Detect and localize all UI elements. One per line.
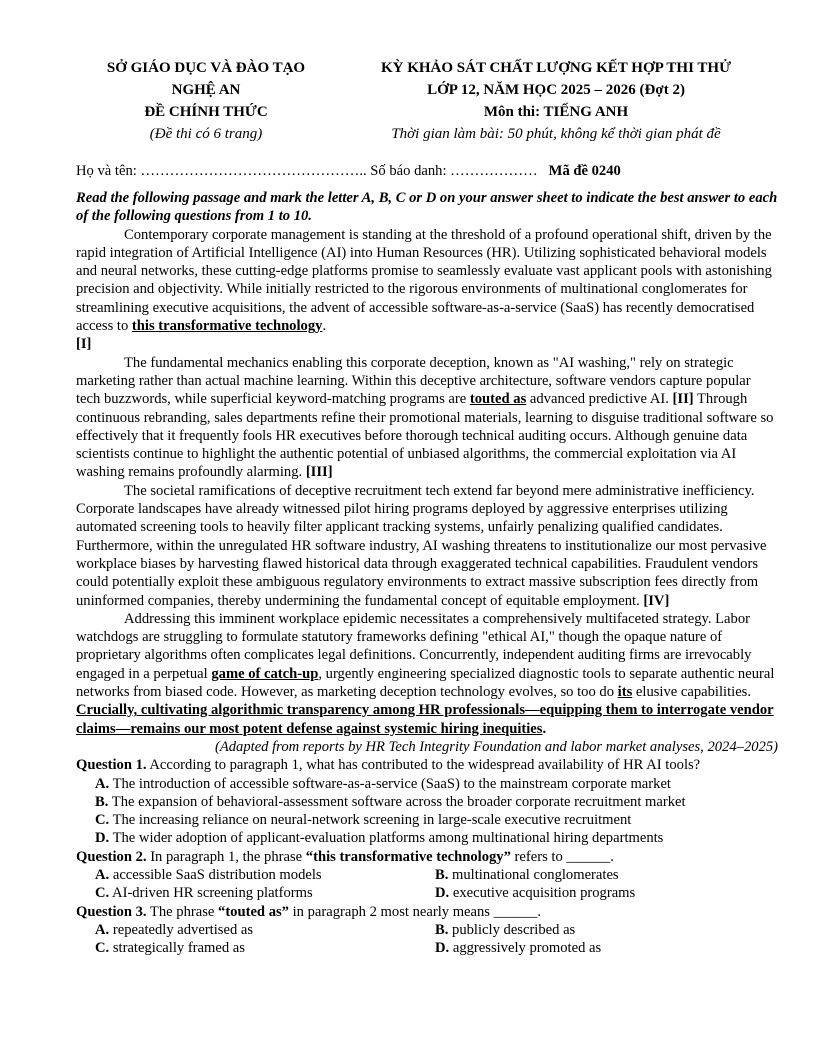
- subject: Môn thi: TIẾNG ANH: [483, 104, 629, 120]
- p4-text-b: , urgently engineering specialized diagnostic tools to separate authentic neural networks from biased code. However, as marketing deception technology evolves, so too do: [76, 665, 775, 701]
- option-letter: D.: [435, 885, 450, 902]
- passage-paragraph-2: [76, 354, 778, 482]
- options-row: [95, 866, 778, 884]
- page-count: (Đề thi có 6 trang): [149, 126, 263, 142]
- passage-source: (Adapted from reports by HR Tech Integrity Foundation and labor market analyses, 2024–2025): [214, 738, 778, 755]
- question-1: [76, 756, 778, 774]
- option-1b[interactable]: [95, 793, 778, 811]
- option-letter: D.: [95, 830, 110, 847]
- quoted-phrase: “this transformative technology”: [305, 848, 511, 865]
- option-letter: C.: [95, 885, 110, 902]
- instructions: Read the following passage and mark the letter A, B, C or D on your answer sheet to indicate the best answer to each of the following questions from 1 to 10.: [76, 190, 778, 225]
- header-left: [86, 57, 326, 145]
- question-3: [76, 903, 778, 921]
- option-3a[interactable]: [95, 921, 435, 939]
- question-label: Question 2.: [76, 848, 147, 865]
- marker-III: [III]: [305, 464, 333, 481]
- option-letter: B.: [95, 793, 109, 810]
- underlined-phrase-1: this transformative technology: [131, 318, 323, 335]
- option-text: executive acquisition programs: [449, 885, 636, 902]
- option-1c[interactable]: [95, 811, 778, 829]
- options-row: [95, 884, 778, 902]
- option-2d[interactable]: [435, 884, 775, 902]
- marker-I: [I]: [76, 336, 92, 353]
- question-text: The phrase: [146, 903, 219, 920]
- p2-text: The fundamental mechanics enabling this corporate deception, known as "AI washing," rely on strategic marketing rather than actual machine learning. Within this deceptive architecture, software vendors capture popular tech buzzwords, while superficial keyword-matching programs are: [76, 354, 751, 408]
- grade-year: LỚP 12, NĂM HỌC 2025 – 2026 (Đợt 2): [427, 82, 685, 98]
- option-text: The expansion of behavioral-assessment software across the broader corporate recruitment market: [108, 793, 686, 810]
- passage-paragraph-3: [76, 482, 778, 610]
- option-1a[interactable]: [95, 775, 778, 793]
- candidate-fields: Họ và tên: ……………………………………….. Số báo danh: ………………: [76, 163, 538, 179]
- option-letter: A.: [95, 866, 110, 883]
- option-text: AI-driven HR screening platforms: [109, 885, 313, 902]
- header-right: [352, 57, 760, 145]
- options-row: [95, 939, 778, 957]
- exam-code: Mã đề 0240: [548, 163, 621, 179]
- exam-content: [76, 189, 778, 957]
- option-letter: C.: [95, 940, 110, 957]
- option-letter: B.: [435, 921, 449, 938]
- p1-text: Contemporary corporate management is standing at the threshold of a profound operational shift, driven by the rapid integration of Artificial Intelligence (AI) into Human Resources (HR). Utilizing sophisticated behavioral models and neural networks, these cutting-edge platforms promise to seamlessly evaluate vast applicant pools with astonishing precision and objectivity. While initially restricted to the rigorous environments of multinational conglomerates for streamlining executive acquisitions, the advent of accessible software-as-a-service (SaaS) has recently democratised access to: [76, 226, 772, 335]
- question-text: In paragraph 1, the phrase: [146, 848, 306, 865]
- candidate-info: [76, 161, 756, 181]
- option-2a[interactable]: [95, 866, 435, 884]
- official-status: ĐỀ CHÍNH THỨC: [144, 104, 268, 120]
- option-text: strategically framed as: [109, 940, 245, 957]
- option-2b[interactable]: [435, 866, 775, 884]
- option-1d[interactable]: [95, 829, 778, 847]
- option-text: repeatedly advertised as: [109, 921, 254, 938]
- option-letter: C.: [95, 812, 110, 829]
- option-text: multinational conglomerates: [448, 866, 619, 883]
- option-text: accessible SaaS distribution models: [109, 866, 322, 883]
- question-label: Question 1.: [76, 757, 147, 774]
- option-text: publicly described as: [448, 921, 576, 938]
- p2-text-b: advanced predictive AI.: [526, 391, 673, 408]
- p1-end: .: [322, 318, 327, 335]
- marker-II: [II]: [672, 391, 694, 408]
- question-text: According to paragraph 1, what has contributed to the widespread availability of HR AI tools?: [146, 757, 701, 774]
- option-text: The introduction of accessible software-as-a-service (SaaS) to the mainstream corporate market: [109, 775, 671, 792]
- passage-paragraph-1: [76, 226, 778, 354]
- quoted-phrase: “touted as”: [218, 903, 289, 920]
- marker-IV: [IV]: [643, 592, 670, 609]
- option-text: The wider adoption of applicant-evaluation platforms among multinational hiring departments: [109, 830, 664, 847]
- p4-text-c: elusive capabilities.: [632, 684, 752, 701]
- option-2c[interactable]: [95, 884, 435, 902]
- question-2: [76, 848, 778, 866]
- option-letter: D.: [435, 940, 450, 957]
- time-allowed: Thời gian làm bài: 50 phút, không kể thời gian phát đề: [391, 126, 721, 142]
- option-letter: A.: [95, 775, 110, 792]
- underlined-phrase-3: game of catch-up: [211, 665, 319, 682]
- underlined-sentence: Crucially, cultivating algorithmic transparency among HR professionals—equipping them to interrogate vendor claims—remains our most potent defense against systemic hiring inequities: [76, 702, 774, 737]
- p2-text-c: Through continuous rebranding, sales departments refine their promotional materials, learning to disguise traditional software so effectively that it frequently fools HR executives before thorough technical auditing occurs. Although genuine data scientists continue to highlight the authentic potential of unbiased algorithms, the commercial exploitation via AI washing remains profoundly alarming.: [76, 391, 774, 481]
- passage-paragraph-4: [76, 610, 778, 738]
- underlined-phrase-2: touted as: [469, 391, 527, 408]
- option-3b[interactable]: [435, 921, 775, 939]
- exam-title: KỲ KHẢO SÁT CHẤT LƯỢNG KẾT HỢP THI THỬ: [380, 60, 732, 76]
- p4-text: Addressing this imminent workplace epidemic necessitates a comprehensively multifaceted strategy. Labor watchdogs are struggling to formulate statutory frameworks defining "ethical AI," though the opaque nature of proprietary algorithms often complicates legal definitions. Concurrently, independent auditing firms are irrevocably engaged in a perpetual: [76, 610, 752, 682]
- option-text: aggressively promoted as: [449, 940, 602, 957]
- question-text-end: refers to ______.: [510, 848, 614, 865]
- province-name: NGHỆ AN: [171, 82, 241, 98]
- option-letter: B.: [435, 866, 449, 883]
- question-text-end: in paragraph 2 most nearly means ______.: [288, 903, 542, 920]
- option-text: The increasing reliance on neural-network screening in large-scale executive recruitment: [109, 812, 632, 829]
- department-name: SỞ GIÁO DỤC VÀ ĐÀO TẠO: [106, 60, 306, 76]
- option-3d[interactable]: [435, 939, 775, 957]
- question-label: Question 3.: [76, 903, 147, 920]
- option-letter: A.: [95, 921, 110, 938]
- p3-text: The societal ramifications of deceptive recruitment tech extend far beyond mere administrative inefficiency. Corporate landscapes have already witnessed pilot hiring programs deployed by aggressive enterprises utilizing automated screening tools to heavily filter applicant tracking systems, unfairly penalizing qualified candidates. Furthermore, within the unregulated HR software industry, AI washing threatens to institutionalize our most pervasive workplace biases by harvesting flawed historical data through exaggerated technical capabilities. Fraudulent vendors could potentially exploit these ambiguous regulatory environments to extract massive subscription fees directly from uninformed companies, thereby undermining the fundamental concept of equitable employment.: [76, 482, 767, 609]
- p4-end: .: [542, 720, 547, 737]
- option-3c[interactable]: [95, 939, 435, 957]
- underlined-phrase-4: its: [617, 684, 633, 701]
- options-row: [95, 921, 778, 939]
